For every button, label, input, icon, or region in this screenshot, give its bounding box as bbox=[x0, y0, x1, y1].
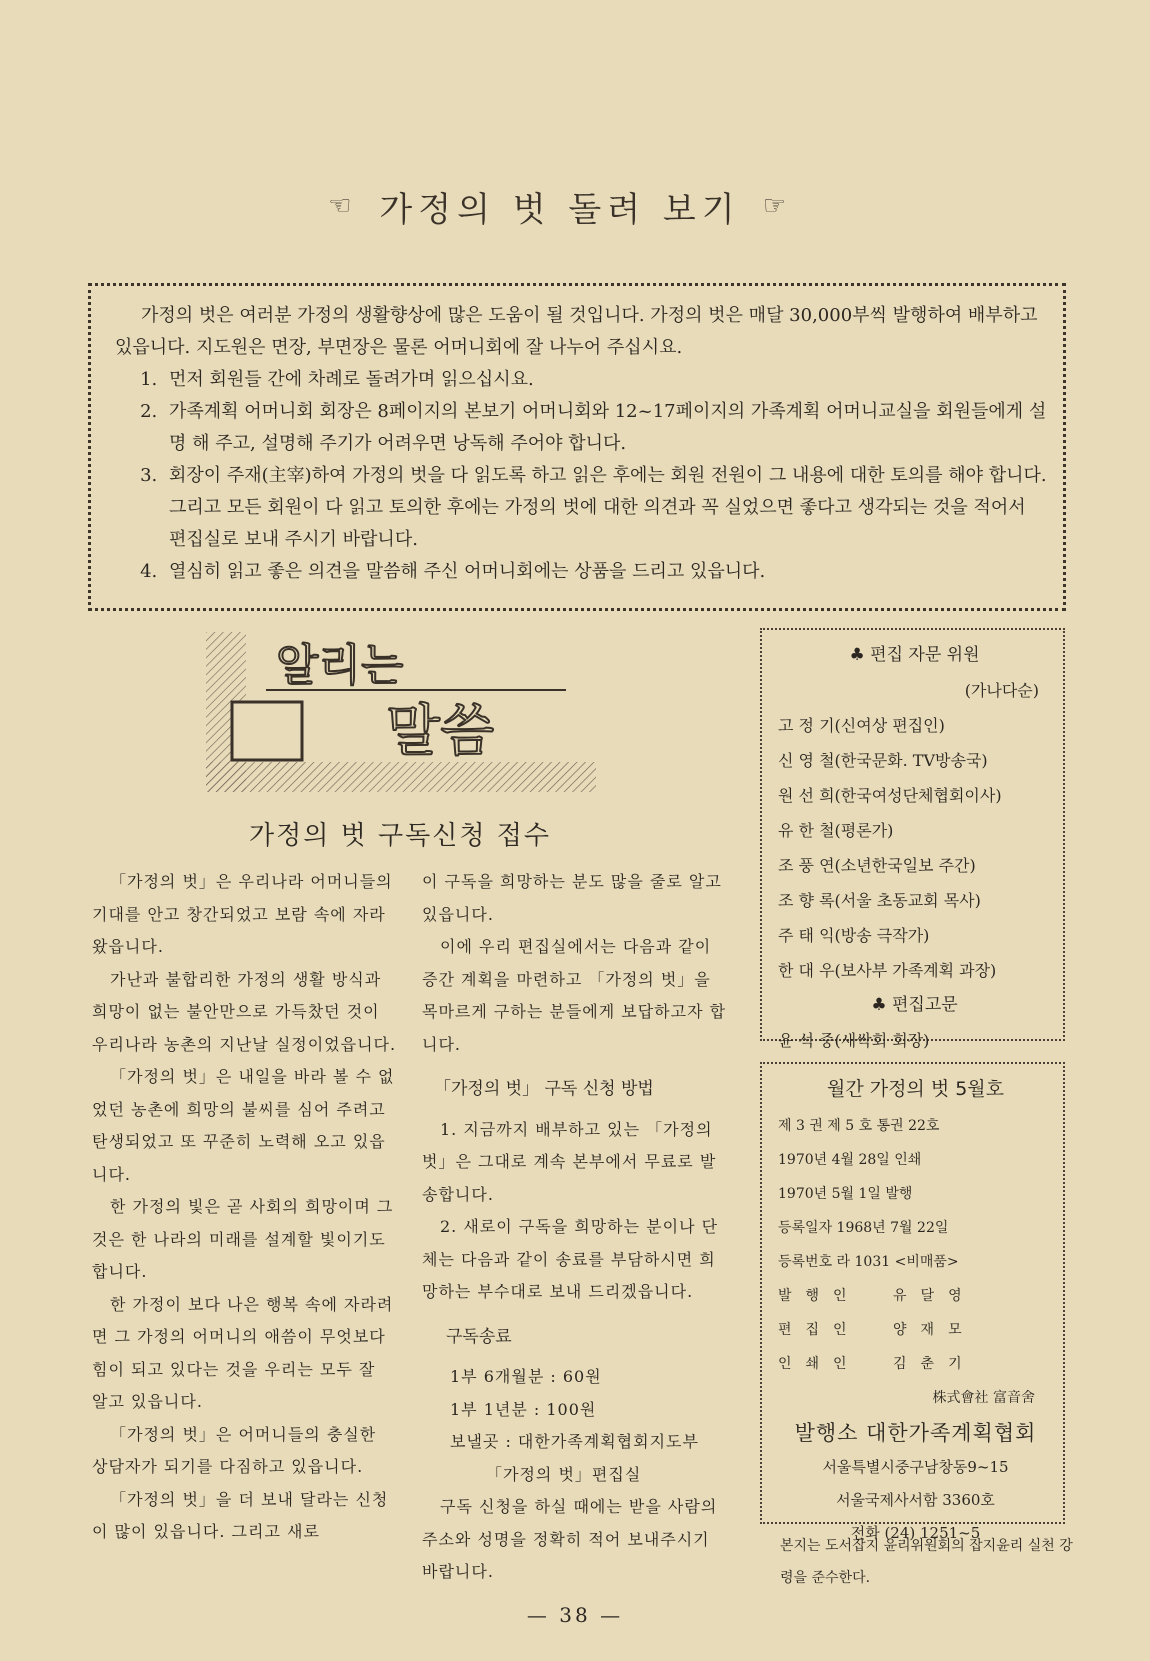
ethics-footnote: 본지는 도서잡지 윤리위원회의 잡지윤리 실천 강령을 준수한다. bbox=[780, 1538, 1073, 1586]
consultant-member: 윤 석 중(새싹회 회장) bbox=[778, 1031, 930, 1050]
colophon-volume: 제 3 권 제 5 호 통권 22호 bbox=[778, 1118, 940, 1134]
fee-line: 1부 1년분 : 100원 bbox=[450, 1399, 597, 1419]
notice-item: 1. 먼저 회원들 간에 차례로 돌려가며 읽으십시요. bbox=[163, 364, 1047, 396]
fee-line: 1부 6개월분 : 60원 bbox=[450, 1367, 602, 1386]
article-column-1 bbox=[92, 866, 397, 1549]
send-address-office: 「가정의 벗」편집실 bbox=[486, 1464, 642, 1484]
order-note: (가나다순) bbox=[964, 681, 1039, 700]
notice-item: 4. 열심히 읽고 좋은 의견을 말씀해 주신 어머니회에는 상품을 드리고 있읍니다. bbox=[163, 556, 1047, 588]
colophon-registration-number: 등록번호 라 1031 <비매품> bbox=[778, 1254, 959, 1270]
method-item: 2. 새로이 구독을 희망하는 분이나 단체는 다음과 같이 송료를 부담하시면 희망하는 부수대로 보내 드리겠읍니다. bbox=[422, 1217, 719, 1301]
page-title-row bbox=[320, 182, 800, 230]
page-number: — 38 — bbox=[526, 1603, 624, 1627]
colophon-phone: 전화 (24) 1251~5 bbox=[850, 1524, 981, 1542]
colophon-title: 월간 가정의 벗 5월호 bbox=[826, 1078, 1005, 1100]
closing-note: 구독 신청을 하실 때에는 받을 사람의 주소와 성명을 정확히 적어 보내주시기 바랍니다. bbox=[422, 1497, 718, 1581]
article-paragraph: 이 구독을 희망하는 분도 많을 줄로 알고 있읍니다. bbox=[422, 872, 722, 924]
article-paragraph: 「가정의 벗」을 더 보내 달라는 신청이 많이 있읍니다. 그리고 새로 bbox=[92, 1489, 389, 1541]
notice-intro: 가정의 벗은 여러분 가정의 생활향상에 많은 도움이 될 것입니다. 가정의 벗은 매달 30,000부씩 발행하여 배부하고 있읍니다. 지도원은 면장, 부면장은 물론 어머니회에 잘 나누어 주십시요. bbox=[115, 305, 1038, 358]
article-paragraph: 「가정의 벗」은 우리나라 어머니들의 기대를 안고 창간되었고 보람 속에 자라 왔읍니다. bbox=[92, 872, 393, 956]
editor-label: 편집인 bbox=[778, 1322, 861, 1338]
printer-label: 인쇄인 bbox=[778, 1356, 861, 1372]
pointing-hand-right-icon: ☞ bbox=[762, 191, 792, 221]
notice-list bbox=[115, 364, 1047, 588]
colophon-registered-date: 등록일자 1968년 7월 22일 bbox=[778, 1220, 949, 1236]
article-paragraph: 한 가정의 빛은 곧 사회의 희망이며 그것은 한 나라의 미래를 설계할 빛이기도 합니다. bbox=[92, 1197, 394, 1281]
colophon-publisher-row bbox=[778, 1279, 1053, 1313]
printer-name: 김춘기 bbox=[893, 1356, 976, 1372]
pointing-hand-left-icon: ☜ bbox=[328, 191, 358, 221]
notice-item: 3. 회장이 주재(主宰)하여 가정의 벗을 다 읽도록 하고 읽은 후에는 회원 전원이 그 내용에 대한 토의를 해야 합니다. 그리고 모든 회원이 다 읽고 토의한 후에는 가정의 벗에 대한 의견과 꼭 실었으면 좋다고 생각되는 것을 적어서 편집실로 보내 주시기 바랍니다. bbox=[163, 460, 1047, 556]
advisor-member: 주 태 익(방송 극작가) bbox=[778, 926, 930, 945]
article-paragraph: 「가정의 벗」은 내일을 바라 볼 수 없었던 농촌에 희망의 불씨를 심어 주려고 탄생되었고 또 꾸준히 노력해 오고 있읍니다. bbox=[92, 1067, 395, 1184]
colophon-address: 서울특별시중구남창동9~15 bbox=[822, 1458, 1009, 1476]
method-item: 1. 지금까지 배부하고 있는 「가정의 벗」은 그대로 계속 본부에서 무료로 발송합니다. bbox=[422, 1119, 717, 1204]
publisher-label: 발행인 bbox=[778, 1288, 861, 1304]
printing-company: 株式會社 富音舍 bbox=[932, 1390, 1035, 1406]
issuing-organization: 발행소 대한가족계획협회 bbox=[794, 1421, 1037, 1445]
club-icon: ♣ bbox=[871, 995, 887, 1015]
advisor-member: 한 대 우(보사부 가족계획 과장) bbox=[778, 961, 997, 980]
subscription-heading: 가정의 벗 구독신청 접수 bbox=[249, 821, 551, 851]
consultant-heading: ♣ 편집고문 bbox=[871, 995, 958, 1015]
colophon-issued-date: 1970년 5월 1일 발행 bbox=[778, 1186, 913, 1202]
advisor-member: 유 한 철(평론가) bbox=[778, 821, 894, 840]
colophon-printer-row bbox=[778, 1347, 1053, 1381]
banner-word-1: 알리는 bbox=[276, 640, 404, 691]
page-title: 가정의 벗 돌려 보기 bbox=[379, 189, 741, 230]
advisor-member: 원 선 희(한국여성단체협회이사) bbox=[778, 786, 1002, 805]
subscription-method-heading: 「가정의 벗」 구독 신청 방법 bbox=[434, 1079, 654, 1099]
article-paragraph: 이에 우리 편집실에서는 다음과 같이 증간 계획을 마련하고 「가정의 벗」을 목마르게 구하는 분들에게 보답하고자 합니다. bbox=[422, 937, 727, 1054]
colophon-pobox: 서울국제사서함 3360호 bbox=[836, 1491, 995, 1509]
article-column-2 bbox=[422, 866, 727, 1589]
advisor-member: 신 영 철(한국문화. TV방송국) bbox=[778, 751, 988, 770]
club-icon: ♣ bbox=[849, 645, 865, 665]
colophon-editor-row bbox=[778, 1313, 1053, 1347]
fee-heading: 구독송료 bbox=[446, 1326, 512, 1347]
notice-item: 2. 가족계획 어머니회 회장은 8페이지의 본보기 어머니회와 12~17페이지의 가족계획 어머니교실을 회원들에게 설명 해 주고, 설명해 주기가 어려우면 낭독해 주어야 합니다. bbox=[163, 396, 1047, 460]
article-paragraph: 한 가정이 보다 나은 행복 속에 자라려면 그 가정의 어머니의 애씀이 무엇보다 힘이 되고 있다는 것을 우리는 모두 잘 알고 있읍니다. bbox=[92, 1294, 394, 1411]
article-paragraph: 가난과 불합리한 가정의 생활 방식과 희망이 없는 불안만으로 가득찼던 것이 우리나라 농촌의 지난날 실정이었읍니다. bbox=[92, 969, 397, 1054]
banner-hatch-bottom bbox=[206, 762, 596, 792]
advisory-board-heading: ♣ 편집 자문 위원 bbox=[849, 645, 980, 665]
advisory-board-box bbox=[760, 628, 1065, 1050]
send-address: 보낼곳 : 대한가족계획협회지도부 bbox=[450, 1432, 699, 1451]
advisor-member: 조 풍 연(소년한국일보 주간) bbox=[778, 856, 976, 875]
colophon-printed-date: 1970년 4월 28일 인쇄 bbox=[778, 1152, 922, 1168]
article-paragraph: 「가정의 벗」은 어머니들의 충실한 상담자가 되기를 다짐하고 있읍니다. bbox=[92, 1424, 377, 1476]
publisher-name: 유달영 bbox=[893, 1288, 976, 1304]
colophon-box bbox=[760, 1062, 1065, 1542]
reading-notice-box bbox=[88, 283, 1066, 611]
banner-word-2: 말씀 bbox=[386, 699, 495, 764]
banner-frame bbox=[232, 702, 302, 760]
advisor-member: 조 향 록(서울 초동교회 목사) bbox=[778, 891, 981, 910]
advisor-member: 고 정 기(신여상 편집인) bbox=[778, 716, 945, 735]
editor-name: 양재모 bbox=[893, 1322, 976, 1338]
announcement-banner bbox=[206, 632, 596, 794]
